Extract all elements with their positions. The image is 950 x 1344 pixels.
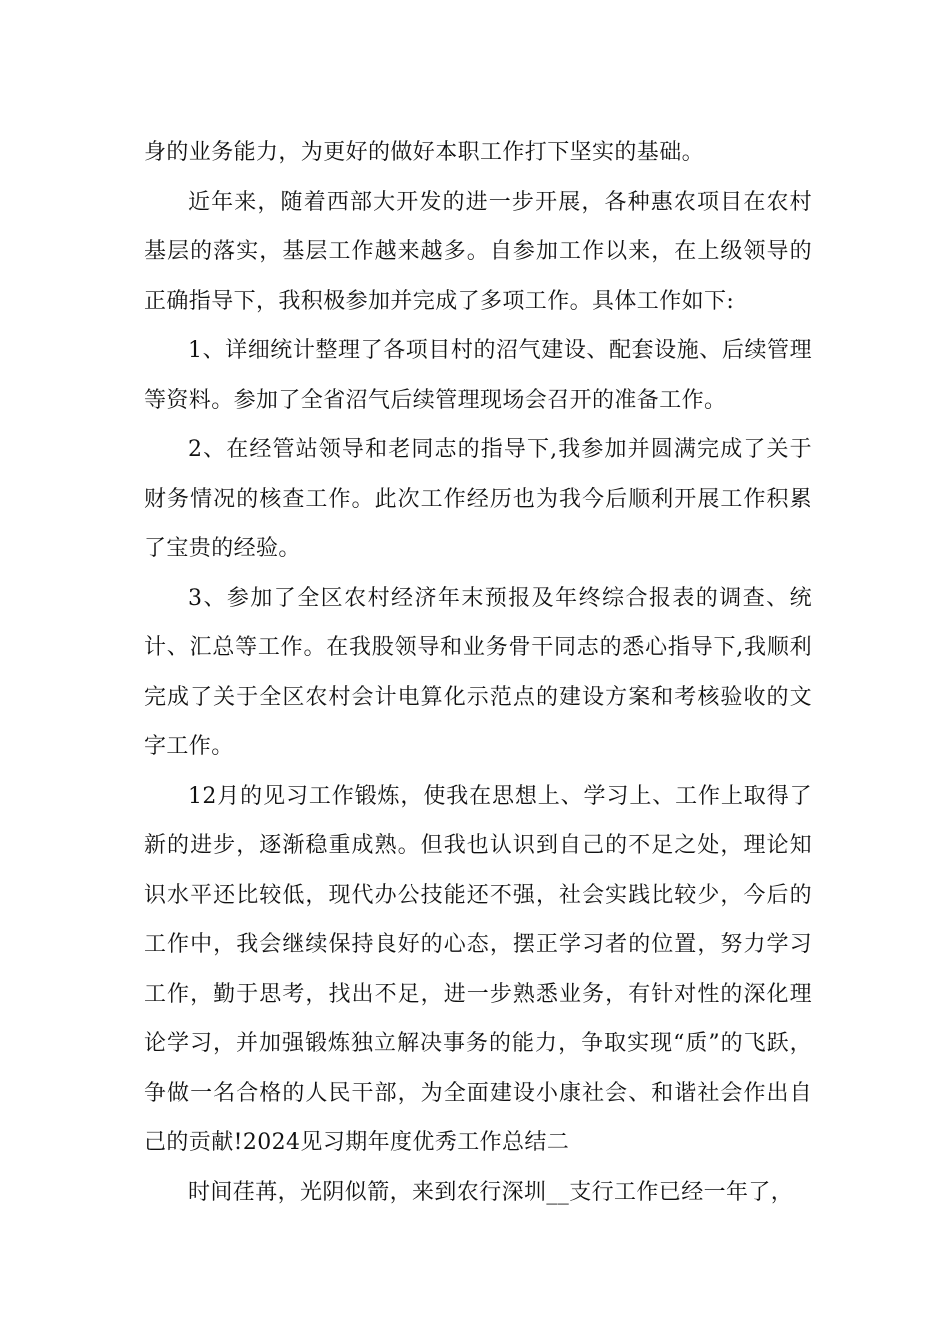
paragraph-item-2: 2、在经管站领导和老同志的指导下,我参加并圆满完成了关于财务情况的核查工作。此次工作经历也为我今后顺利开展工作积累了宝贵的经验。 (144, 437, 812, 561)
document-body (144, 128, 812, 1217)
paragraph-summary: 12月的见习工作锻炼，使我在思想上、学习上、工作上取得了新的进步，逐渐稳重成熟。但我也认识到自己的不足之处，理论知识水平还比较低，现代办公技能还不强，社会实践比较少，今后的工作中，我会继续保持良好的心态，摆正学习者的位置，努力学习工作，勤于思考，找出不足，进一步熟悉业务，有针对性的深化理论学习，并加强锻炼独立解决事务的能力，争取实现“质”的飞跃，争做一名合格的人民干部，为全面建设小康社会、和谐社会作出自己的贡献!2024见习期年度优秀工作总结二 (144, 783, 812, 1155)
paragraph-section-two-start: 时间荏苒，光阴似箭，来到农行深圳__支行工作已经一年了， (188, 1179, 794, 1205)
paragraph-continuation: 身的业务能力，为更好的做好本职工作打下坚实的基础。 (144, 140, 705, 165)
paragraph-item-1: 1、详细统计整理了各项目村的沼气建设、配套设施、后续管理等资料。参加了全省沼气后续管理现场会召开的准备工作。 (144, 338, 812, 413)
paragraph-item-3: 3、参加了全区农村经济年末预报及年终综合报表的调查、统计、汇总等工作。在我股领导和业务骨干同志的悉心指导下,我顺利完成了关于全区农村会计电算化示范点的建设方案和考核验收的文字工作。 (144, 585, 812, 759)
paragraph-intro: 近年来，随着西部大开发的进一步开展，各种惠农项目在农村基层的落实，基层工作越来越多。自参加工作以来，在上级领导的正确指导下，我积极参加并完成了多项工作。具体工作如下: (144, 189, 812, 314)
